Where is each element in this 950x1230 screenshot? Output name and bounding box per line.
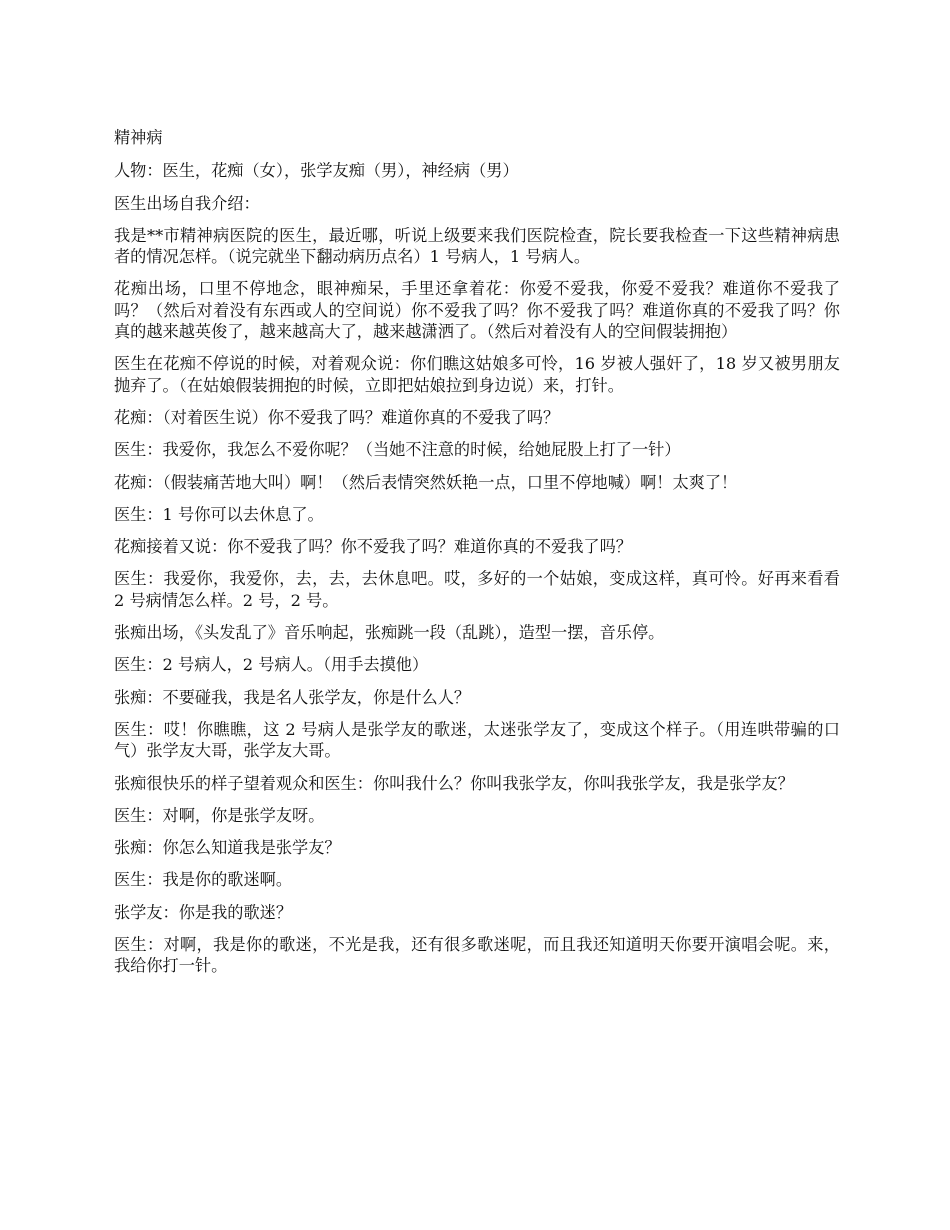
paragraph-dialogue: 医生：我爱你，我怎么不爱你呢？（当她不注意的时候，给她屁股上打了一针） <box>114 440 681 460</box>
paragraph-dialogue: 医生：对啊，我是你的歌迷，不光是我，还有很多歌迷呢，而且我还知道明天你要开演唱会呢。来，我给你打一针。 <box>114 935 840 976</box>
paragraph-dialogue: 张痴：不要碰我，我是名人张学友，你是什么人？ <box>114 687 471 707</box>
paragraph-dialogue: 医生：哎！你瞧瞧，这 2 号病人是张学友的歌迷，太迷张学友了，变成这个样子。（用连哄带骗的口气）张学友大哥，张学友大哥。 <box>114 719 840 761</box>
paragraph-dialogue: 花痴：（假装痛苦地大叫）啊！（然后表情突然妖艳一点，口里不停地喊）啊！太爽了！ <box>114 472 738 492</box>
paragraph-dialogue: 花痴：（对着医生说）你不爱我了吗？难道你真的不爱我了吗？ <box>114 407 560 427</box>
paragraph-dialogue: 医生：1 号你可以去休息了。 <box>114 504 324 524</box>
paragraph-doctor-intro-heading: 医生出场自我介绍： <box>114 193 260 213</box>
paragraph-doctor-aside: 医生在花痴不停说的时候，对着观众说：你们瞧这姑娘多可怜，16 岁被人强奸了，18 岁又被男朋友抛弃了。（在姑娘假装拥抱的时候，立即把姑娘拉到身边说）来，打针。 <box>114 354 840 395</box>
paragraph-doctor-intro: 我是**市精神病医院的医生，最近哪，听说上级要来我们医院检查，院长要我检查一下这些精神病患者的情况怎样。（说完就坐下翻动病历点名）1 号病人，1 号病人。 <box>114 225 840 267</box>
paragraph-dialogue: 张痴很快乐的样子望着观众和医生：你叫我什么？你叫我张学友，你叫我张学友，我是张学友？ <box>114 773 794 793</box>
paragraph-dialogue: 花痴接着又说：你不爱我了吗？你不爱我了吗？难道你真的不爱我了吗？ <box>114 537 632 557</box>
document-body <box>114 127 840 988</box>
paragraph-dialogue: 医生：对啊，你是张学友呀。 <box>114 805 325 825</box>
paragraph-huachi-entrance: 花痴出场，口里不停地念，眼神痴呆，手里还拿着花：你爱不爱我，你爱不爱我？难道你不爱我了吗？（然后对着没有东西或人的空间说）你不爱我了吗？你不爱我了吗？难道你真的不爱我了吗？你真的越来越英俊了，越来越高大了，越来越潇洒了。（然后对着没有人的空间假装拥抱） <box>114 279 840 342</box>
paragraph-zhangchi-entrance: 张痴出场，《头发乱了》音乐响起，张痴跳一段（乱跳），造型一摆，音乐停。 <box>114 623 665 643</box>
paragraph-dialogue: 张痴：你怎么知道我是张学友？ <box>114 838 341 858</box>
paragraph-dialogue: 医生：我是你的歌迷啊。 <box>114 870 293 890</box>
paragraph-characters: 人物：医生，花痴（女），张学友痴（男），神经病（男） <box>114 161 519 181</box>
paragraph-dialogue: 张学友：你是我的歌迷？ <box>114 902 293 922</box>
paragraph-dialogue: 医生：我爱你，我爱你，去，去，去休息吧。哎，多好的一个姑娘，变成这样，真可怜。好再来看看 2 号病情怎么样。2 号，2 号。 <box>114 569 840 610</box>
document-title: 精神病 <box>114 128 163 147</box>
paragraph-dialogue: 医生：2 号病人，2 号病人。（用手去摸他） <box>114 655 429 675</box>
